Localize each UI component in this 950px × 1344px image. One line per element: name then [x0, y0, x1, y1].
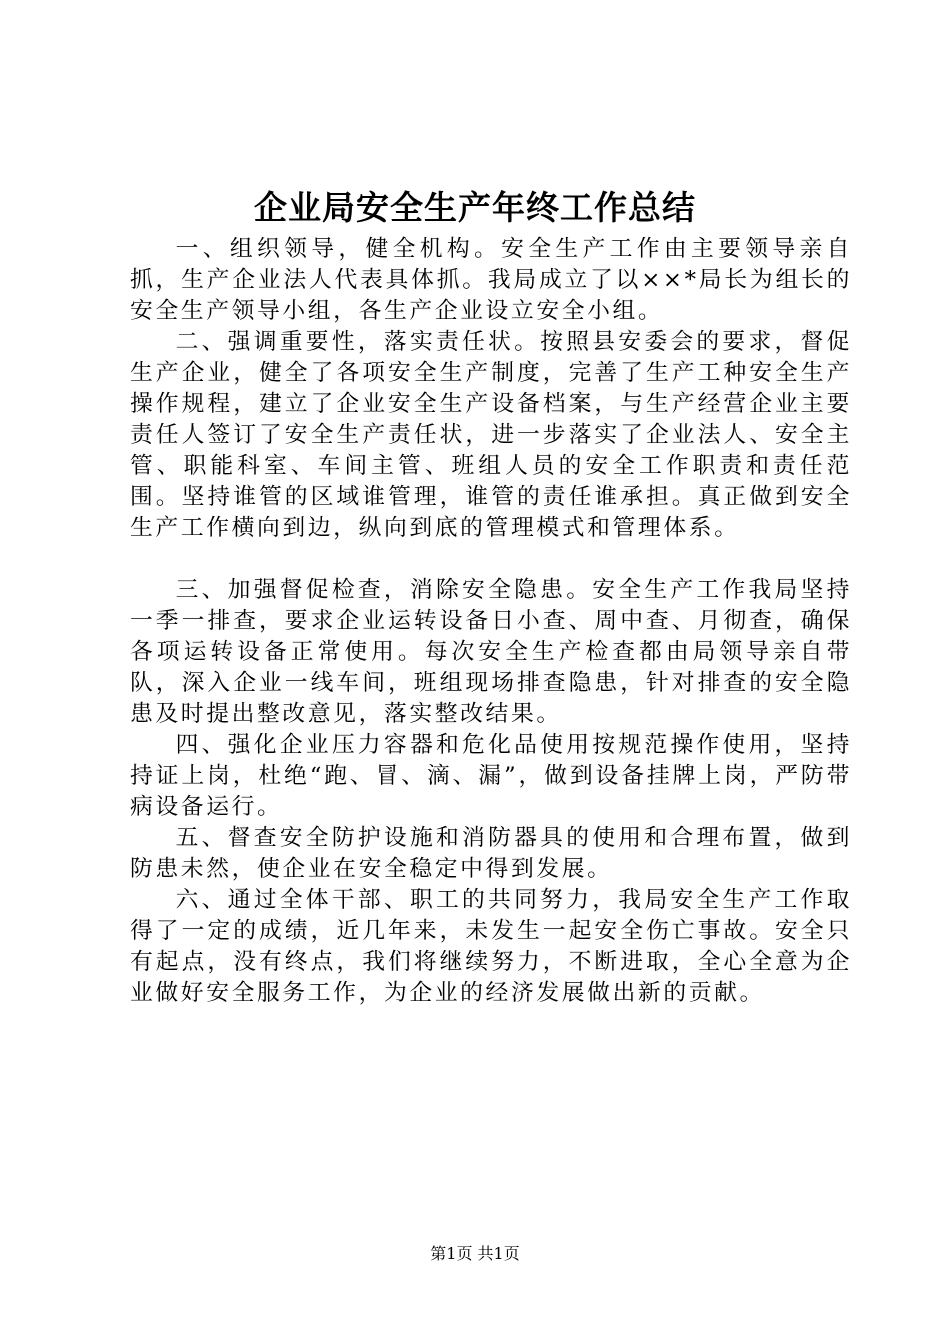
document-title: 企业局安全生产年终工作总结 [254, 188, 696, 227]
paragraph-2: 二、强调重要性，落实责任状。按照县安委会的要求，督促生产企业，健全了各项安全生产制度，完善了生产工种安全生产操作规程，建立了企业安全生产设备档案，与生产经营企业主要责任人签订了安全生产责任状，进一步落实了企业法人、安全主管、职能科室、车间主管、班组人员的安全工作职责和责任范围。坚持谁管的区域谁管理，谁管的责任谁承担。真正做到安全生产工作横向到边，纵向到底的管理模式和管理体系。 [130, 329, 852, 541]
paragraph-6: 六、通过全体干部、职工的共同努力，我局安全生产工作取得了一定的成绩，近几年来，未发生一起安全伤亡事故。安全只有起点，没有终点，我们将继续努力，不断进取，全心全意为企业做好安全服务工作，为企业的经济发展做出新的贡献。 [130, 887, 852, 1006]
page-number-footer: 第1页 共1页 [430, 1244, 520, 1263]
document-body [130, 234, 852, 1009]
paragraph-5: 五、督查安全防护设施和消防器具的使用和合理布置，做到防患未然，使企业在安全稳定中得到发展。 [130, 825, 852, 882]
paragraph-4: 四、强化企业压力容器和危化品使用按规范操作使用，坚持持证上岗，杜绝“跑、冒、滴、漏”，做到设备挂牌上岗，严防带病设备运行。 [130, 732, 852, 820]
paragraph-1: 一、组织领导，健全机构。安全生产工作由主要领导亲自抓，生产企业法人代表具体抓。我局成立了以××*局长为组长的安全生产领导小组，各生产企业设立安全小组。 [130, 236, 852, 324]
paragraph-3: 三、加强督促检查，消除安全隐患。安全生产工作我局坚持一季一排查，要求企业运转设备日小查、周中查、月彻查，确保各项运转设备正常使用。每次安全生产检查都由局领导亲自带队，深入企业一线车间，班组现场排查隐患，针对排查的安全隐患及时提出整改意见，落实整改结果。 [130, 577, 852, 727]
